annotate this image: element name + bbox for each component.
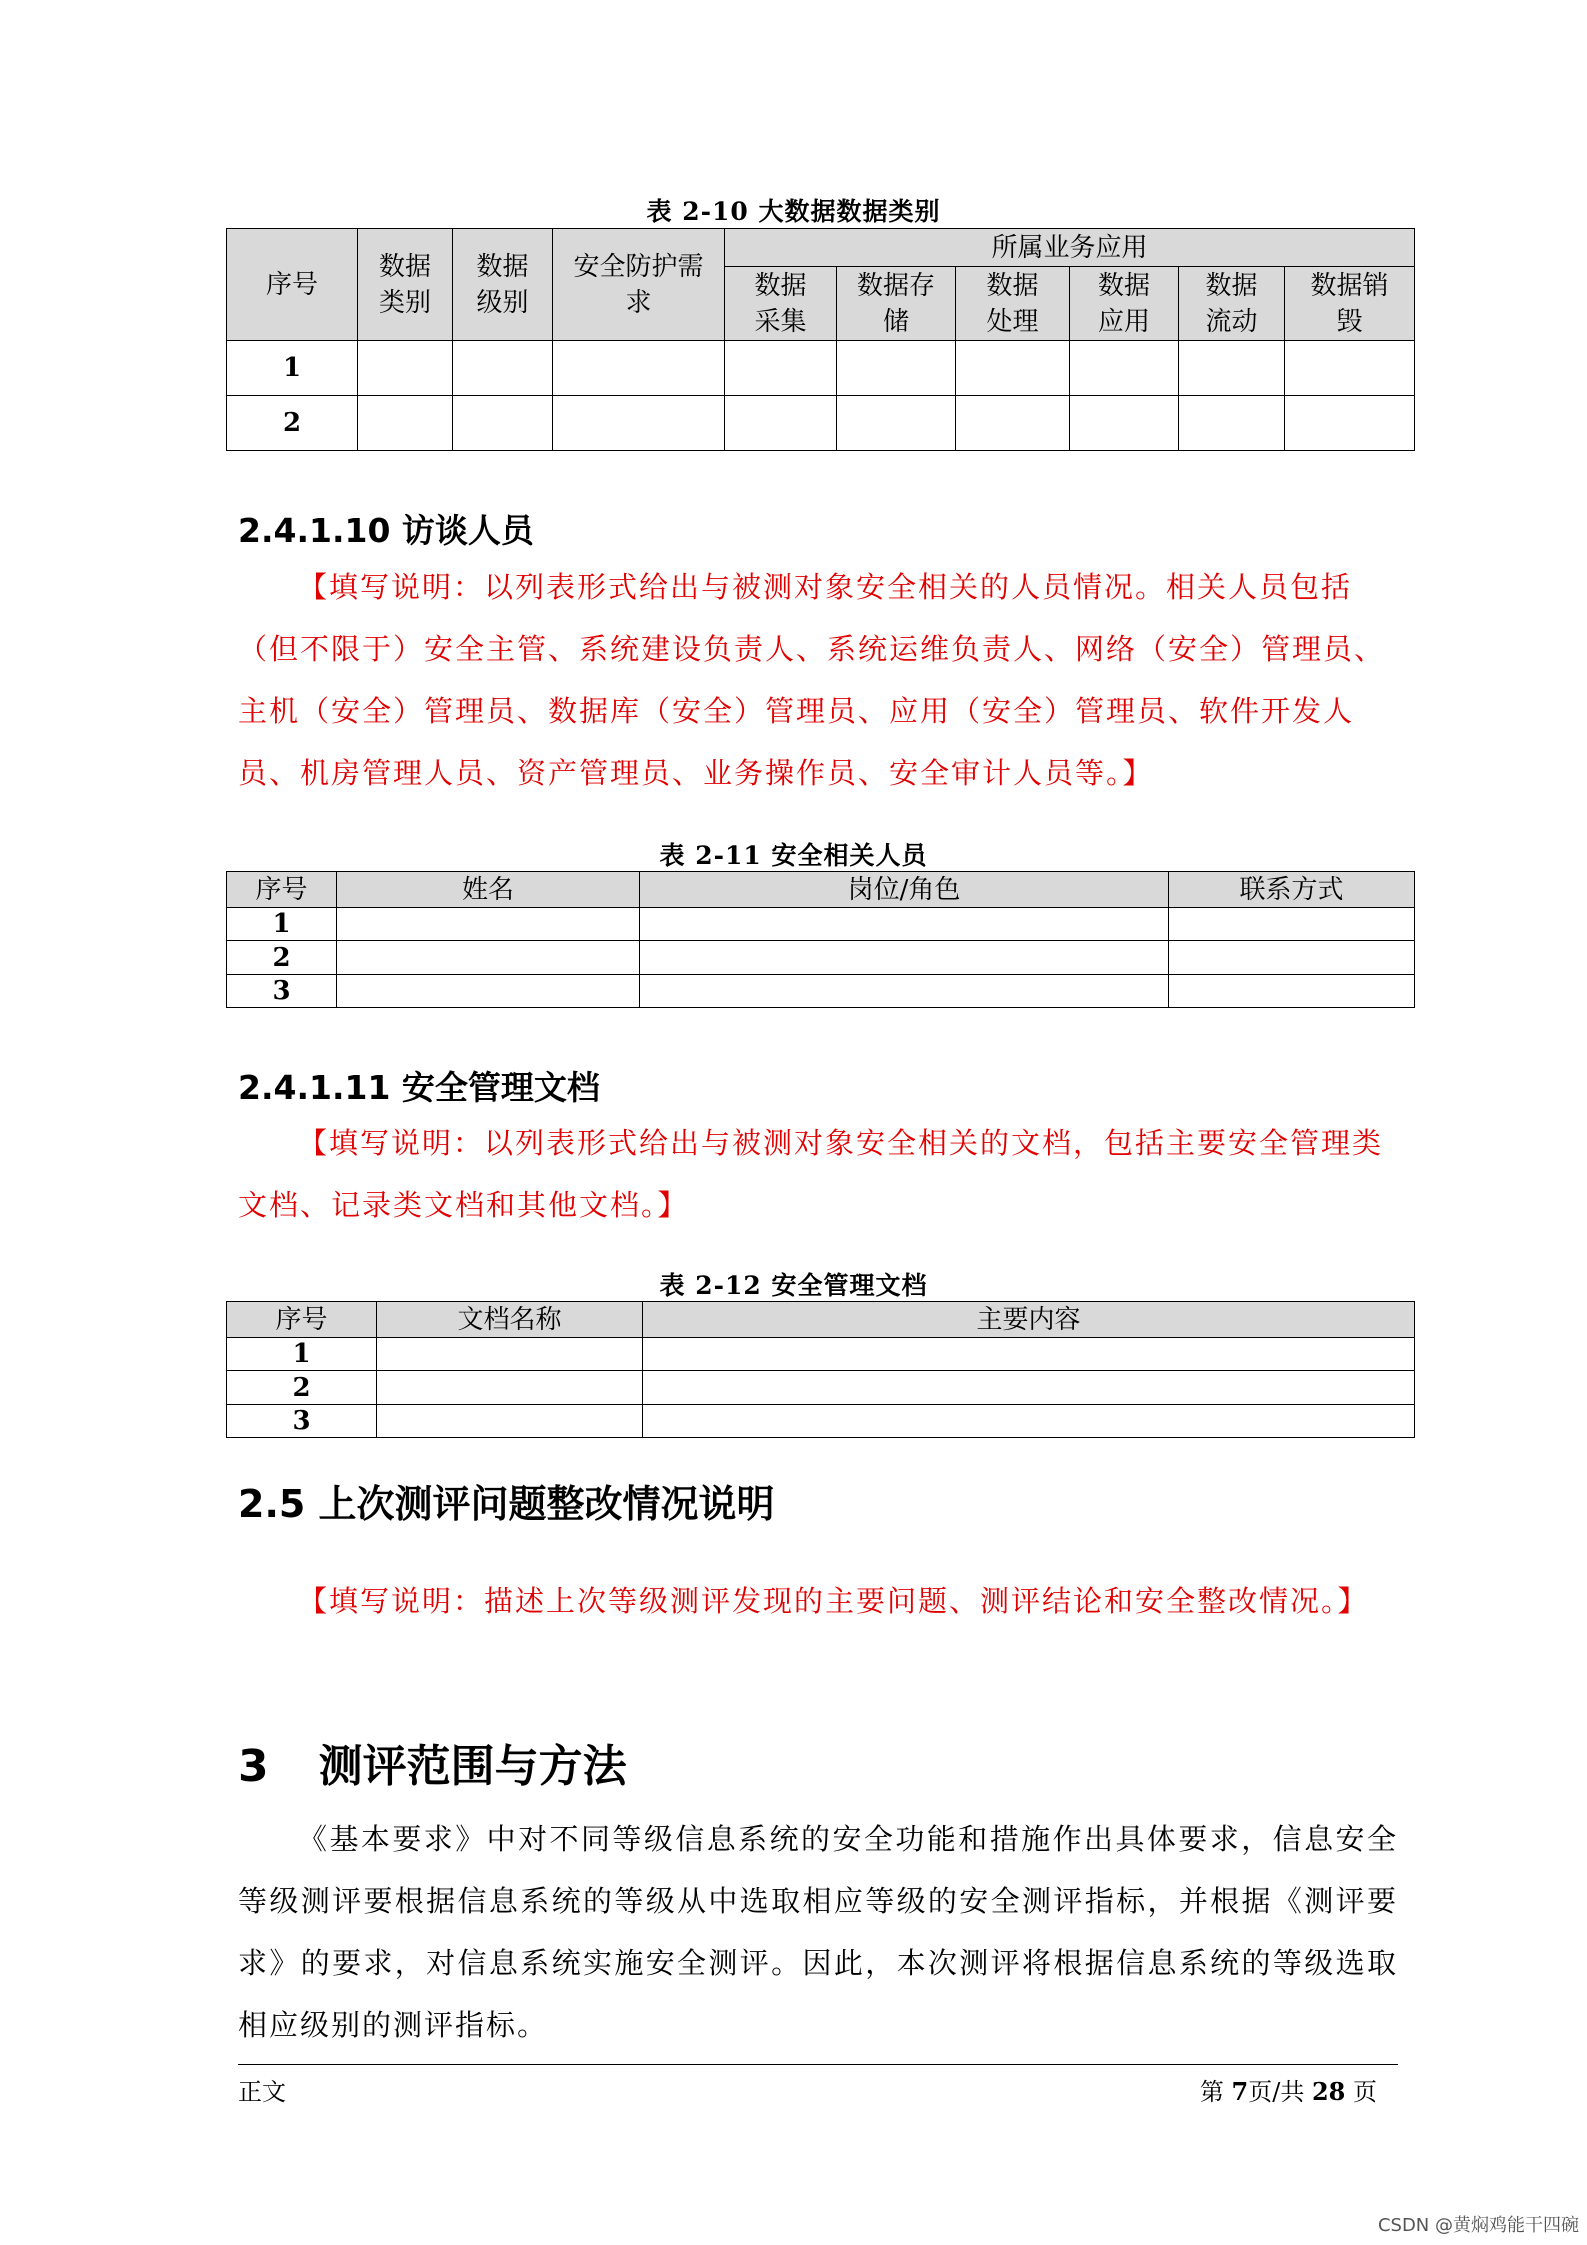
row-number: 1 [227,341,358,396]
header-flow: 数据流动 [1179,267,1285,341]
table-2-11-caption: 表 2-11 安全相关人员 [659,841,928,870]
header-seq: 序号 [227,1302,377,1338]
table-row [227,975,1415,1008]
row-number: 1 [227,1338,377,1371]
header-doc-name: 文档名称 [377,1302,643,1338]
section-3-number: 3 [238,1741,269,1792]
header-protection: 安全防护需求 [553,229,725,341]
table-row [227,396,1415,451]
header-destroy: 数据销毁 [1285,267,1415,341]
header-content: 主要内容 [643,1302,1415,1338]
table-2-10 [226,228,1415,451]
section-2-4-1-11-note: 【填写说明：以列表形式给出与被测对象安全相关的文档，包括主要安全管理类文档、记录类文档和其他文档。】 [238,1126,1384,1222]
row-number: 3 [227,975,337,1008]
section-2-5-title: 2.5 上次测评问题整改情况说明 [238,1482,775,1526]
header-data-level: 数据级别 [453,229,553,341]
header-apply: 数据应用 [1070,267,1179,341]
row-number: 3 [227,1405,377,1438]
header-seq: 序号 [227,872,337,908]
header-contact: 联系方式 [1169,872,1415,908]
table-row [227,1371,1415,1405]
total-pages: 28 [1311,2077,1346,2106]
section-2-4-1-10-title: 2.4.1.10 访谈人员 [238,511,534,550]
section-3-heading [238,1730,627,1794]
table-2-12-caption: 表 2-12 安全管理文档 [659,1271,928,1300]
footer-section-label: 正文 [238,2078,286,2106]
row-number: 2 [227,941,337,975]
row-number: 1 [227,908,337,941]
section-3-title: 测评范围与方法 [318,1741,627,1792]
header-name: 姓名 [337,872,640,908]
row-number: 2 [227,1371,377,1405]
header-data-type: 数据类别 [358,229,453,341]
csdn-watermark: CSDN @黄焖鸡能干四碗 [1377,2215,1579,2236]
section-2-5-note: 【填写说明：描述上次等级测评发现的主要问题、测评结论和安全整改情况。】 [298,1584,1369,1618]
table-row [227,908,1415,941]
header-position: 岗位/角色 [640,872,1169,908]
table-2-12 [226,1301,1415,1438]
section-2-4-1-11-title: 2.4.1.11 安全管理文档 [238,1068,600,1107]
header-collect: 数据采集 [725,267,837,341]
table-row [227,341,1415,396]
table-2-11 [226,871,1415,1008]
table-2-10-caption: 表 2-10 大数据数据类别 [646,197,941,226]
header-store: 数据存储 [837,267,956,341]
table-row [227,1338,1415,1371]
table-row [227,941,1415,975]
section-3-body: 《基本要求》中对不同等级信息系统的安全功能和措施作出具体要求，信息安全等级测评要根据信息系统的等级从中选取相应等级的安全测评指标，并根据《测评要求》的要求，对信息系统实施安全测评。因此，本次测评将根据信息系统的等级选取相应级别的测评指标。 [238,1822,1398,2042]
row-number: 2 [227,396,358,451]
footer-divider [238,2064,1398,2065]
current-page: 7 [1231,2077,1249,2106]
header-business-group: 所属业务应用 [725,229,1415,267]
header-process: 数据处理 [956,267,1070,341]
table-row [227,1405,1415,1438]
footer-page-number: 第 7页/共 28 页 [1199,2077,1377,2106]
section-2-4-1-10-note: 【填写说明：以列表形式给出与被测对象安全相关的人员情况。相关人员包括（但不限于）安全主管、系统建设负责人、系统运维负责人、网络（安全）管理员、主机（安全）管理员、数据库（安全）管理员、应用（安全）管理员、软件开发人员、机房管理人员、资产管理员、业务操作员、安全审计人员等。】 [238,570,1386,790]
header-seq: 序号 [227,229,358,341]
